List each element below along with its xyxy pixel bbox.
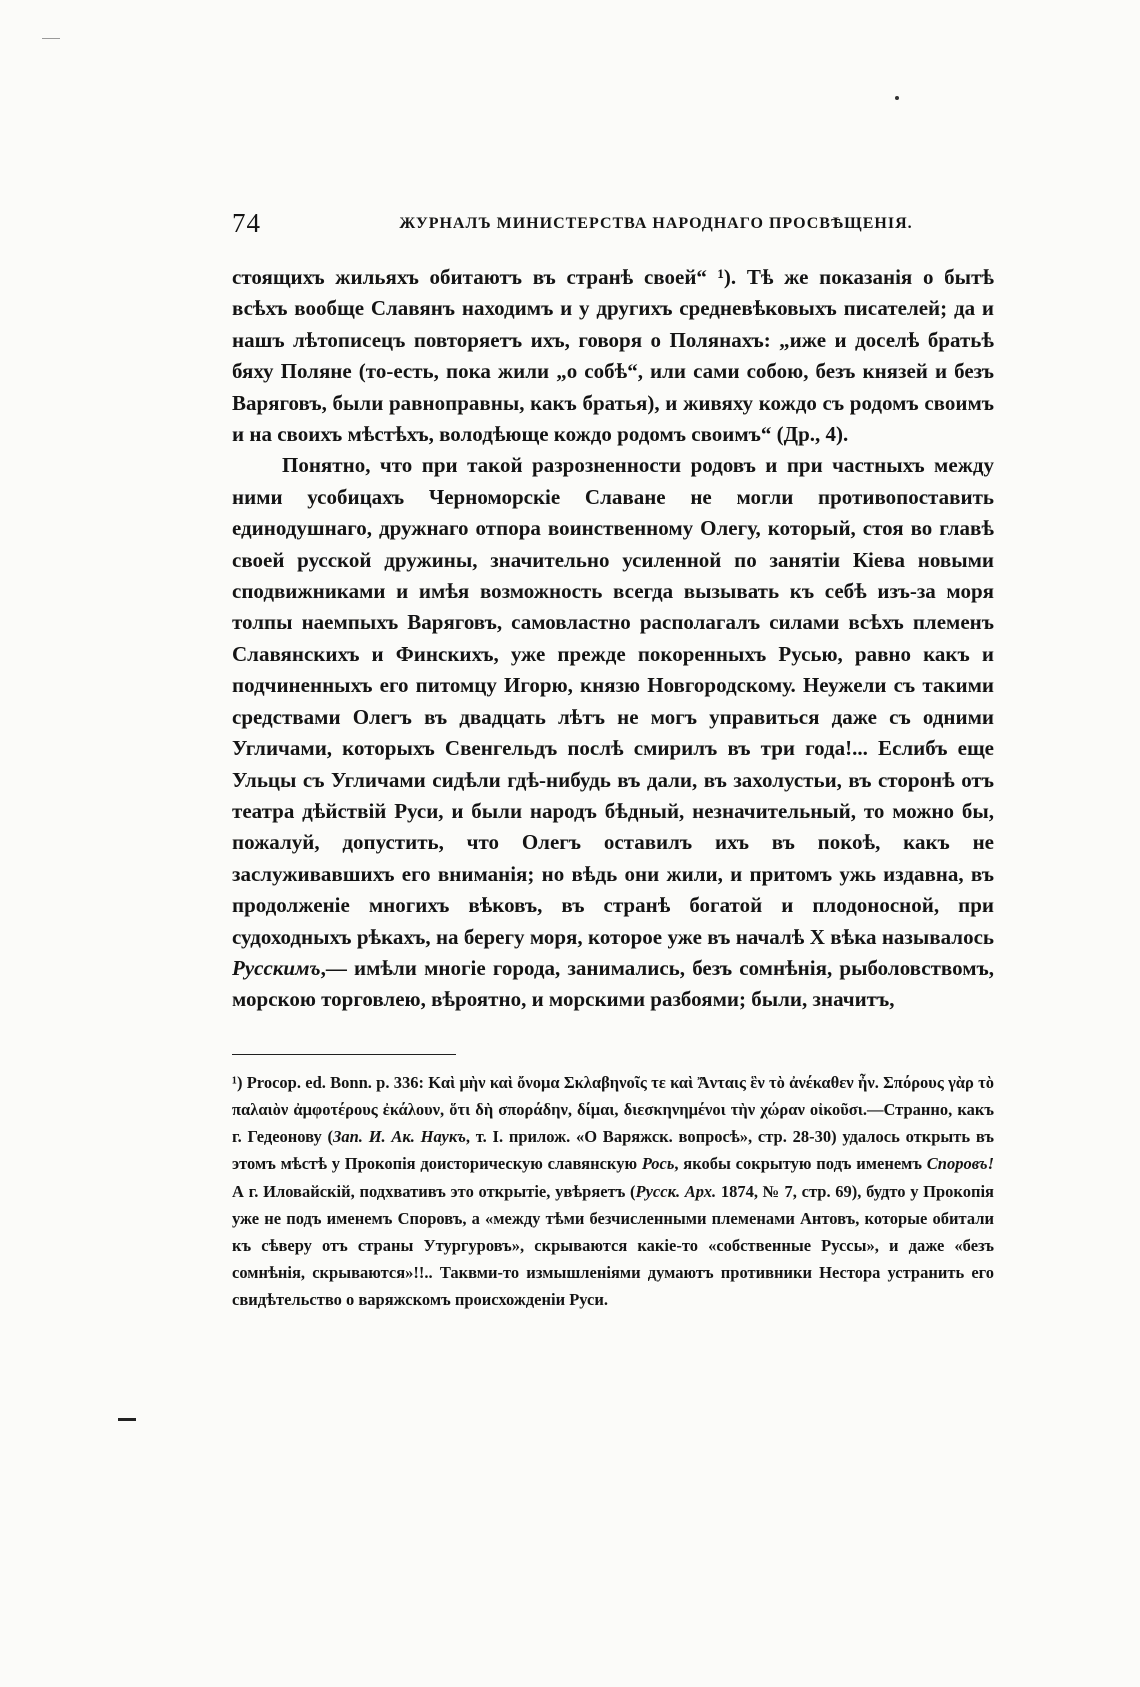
- scan-dot: [895, 96, 899, 100]
- running-head: [232, 208, 994, 242]
- paragraph-2-italic: Русскимъ: [232, 955, 321, 980]
- footnote: [232, 1069, 994, 1314]
- paragraph-2-text-a: Понятно, что при такой разрозненности родовъ и при частныхъ между ними усобицахъ Черноморскіе Славане не могли противопоставить единодушнаго, дружнаго отпора воинственному Олегу, который, стоя во главѣ своей русской дружины, значительно усиленной по занятіи Кіева новыми сподвижниками и имѣя возможность всегда вызывать къ себѣ изъ-за моря толпы наемпыхъ Варяговъ, самовластно располагалъ силами всѣхъ племенъ Славянскихъ и Финскихъ, уже прежде покоренныхъ Русью, равно какъ и подчиненныхъ его питомцу Игорю, князю Новгородскому. Неужели съ такими средствами Олегъ въ двадцать лѣтъ не могъ управиться даже съ одними Угличами, которыхъ Свенгельдъ послѣ смирилъ въ три года!... Еслибъ еще Ульцы съ Угличами сидѣли гдѣ-нибудь въ дали, въ захолустьи, въ сторонѣ отъ театра дѣйствій Руси, и были народъ бѣдный, незначительный, то можно бы, пожалуй, допустить, что Олегъ оставилъ ихъ въ покоѣ, какъ не заслуживавшихъ его вниманія; но вѣдь они жили, и притомъ ужь издавна, въ продолженіе многихъ вѣковъ, въ странѣ богатой и плодоносной, при судоходныхъ рѣкахъ, на берегу моря, которое уже въ началѣ X вѣка называлось: [232, 453, 994, 949]
- footnote-text-1: ¹) Procop. ed. Bonn. p. 336: Καὶ μὴν καὶ ὄνομα Σκλαβηνοῖς τε καὶ Ἄνταις ἓν τὸ ἀνέκαθεν ἦν. Σπόρους γὰρ τὸ παλαιὸν ἀμφοτέρους ἐκάλουν, ὅτι δὴ σποράδην, δίμαι, διεσκηνημένοι τὴν χώραν οἰκοῦσι.—Странно, какъ г. Гедеонову (: [232, 1072, 994, 1147]
- scan-mark-left: [118, 1418, 136, 1421]
- footnote-italic-2: Рось: [641, 1154, 675, 1174]
- footnote-text-4: А г. Иловайскій, подхвативъ это открытіе, увѣряетъ (: [232, 1181, 636, 1201]
- footnote-text-3: , якобы сокрытую подъ именемъ: [674, 1154, 927, 1174]
- paragraph-2: [232, 450, 994, 1015]
- page-number: 74: [232, 208, 261, 238]
- paragraph-1: стоящихъ жильяхъ обитаютъ въ странѣ своей“ ¹). Тѣ же показанія о бытѣ всѣхъ вообще Славянъ находимъ и у другихъ средневѣковыхъ писателей; да и нашъ лѣтописецъ повторяетъ ихъ, говоря о Полянахъ: „иже и доселѣ братьѣ бяху Поляне (то-есть, пока жили „о собѣ“, или сами собою, безъ князей и безъ Варяговъ, были равноправны, какъ братья), и живяху кождо съ родомъ своимъ и на своихъ мѣстѣхъ, володѣюще кождо родомъ своимъ“ (Др., 4).: [232, 265, 994, 447]
- footnote-separator: [232, 1054, 456, 1055]
- footnote-italic-1: Зап. И. Ак. Наукъ: [332, 1127, 466, 1147]
- scan-mark-top: [42, 38, 60, 39]
- footnote-text-2: , т. I. прилож. «О Варяжск. вопросѣ», стр. 28-30) удалось открыть въ этомъ мѣстѣ у Прокопія доисторическую славянскую: [232, 1127, 994, 1174]
- paragraph-2-text-b: ,— имѣли многіе города, занимались, безъ сомнѣнія, рыболовствомъ, морскою торговлею, вѣроятно, и морскими разбоями; были, значитъ,: [232, 955, 994, 1012]
- footnote-italic-3: Споровъ!: [926, 1154, 994, 1174]
- footnote-italic-4: Русск. Арх.: [635, 1181, 717, 1201]
- book-page: [232, 208, 994, 1314]
- main-text: [232, 262, 994, 1016]
- journal-title: ЖУРНАЛЪ МИНИСТЕРСТВА НАРОДНАГО ПРОСВѢЩЕНІЯ.: [399, 215, 913, 232]
- footnote-text-5: 1874, № 7, стр. 69), будто у Прокопія уже не подъ именемъ Споровъ, а «между тѣми безчисленными племенами Антовъ, которые обитали къ сѣверу отъ страны Утургуровъ», скрываются какіе-то «собственные Руссы», и даже «безъ сомнѣнія, скрываются»!!.. Таквми-то измышленіями думаютъ противники Нестора устранить его свидѣтельство о варяжскомъ происхожденіи Руси.: [232, 1181, 994, 1310]
